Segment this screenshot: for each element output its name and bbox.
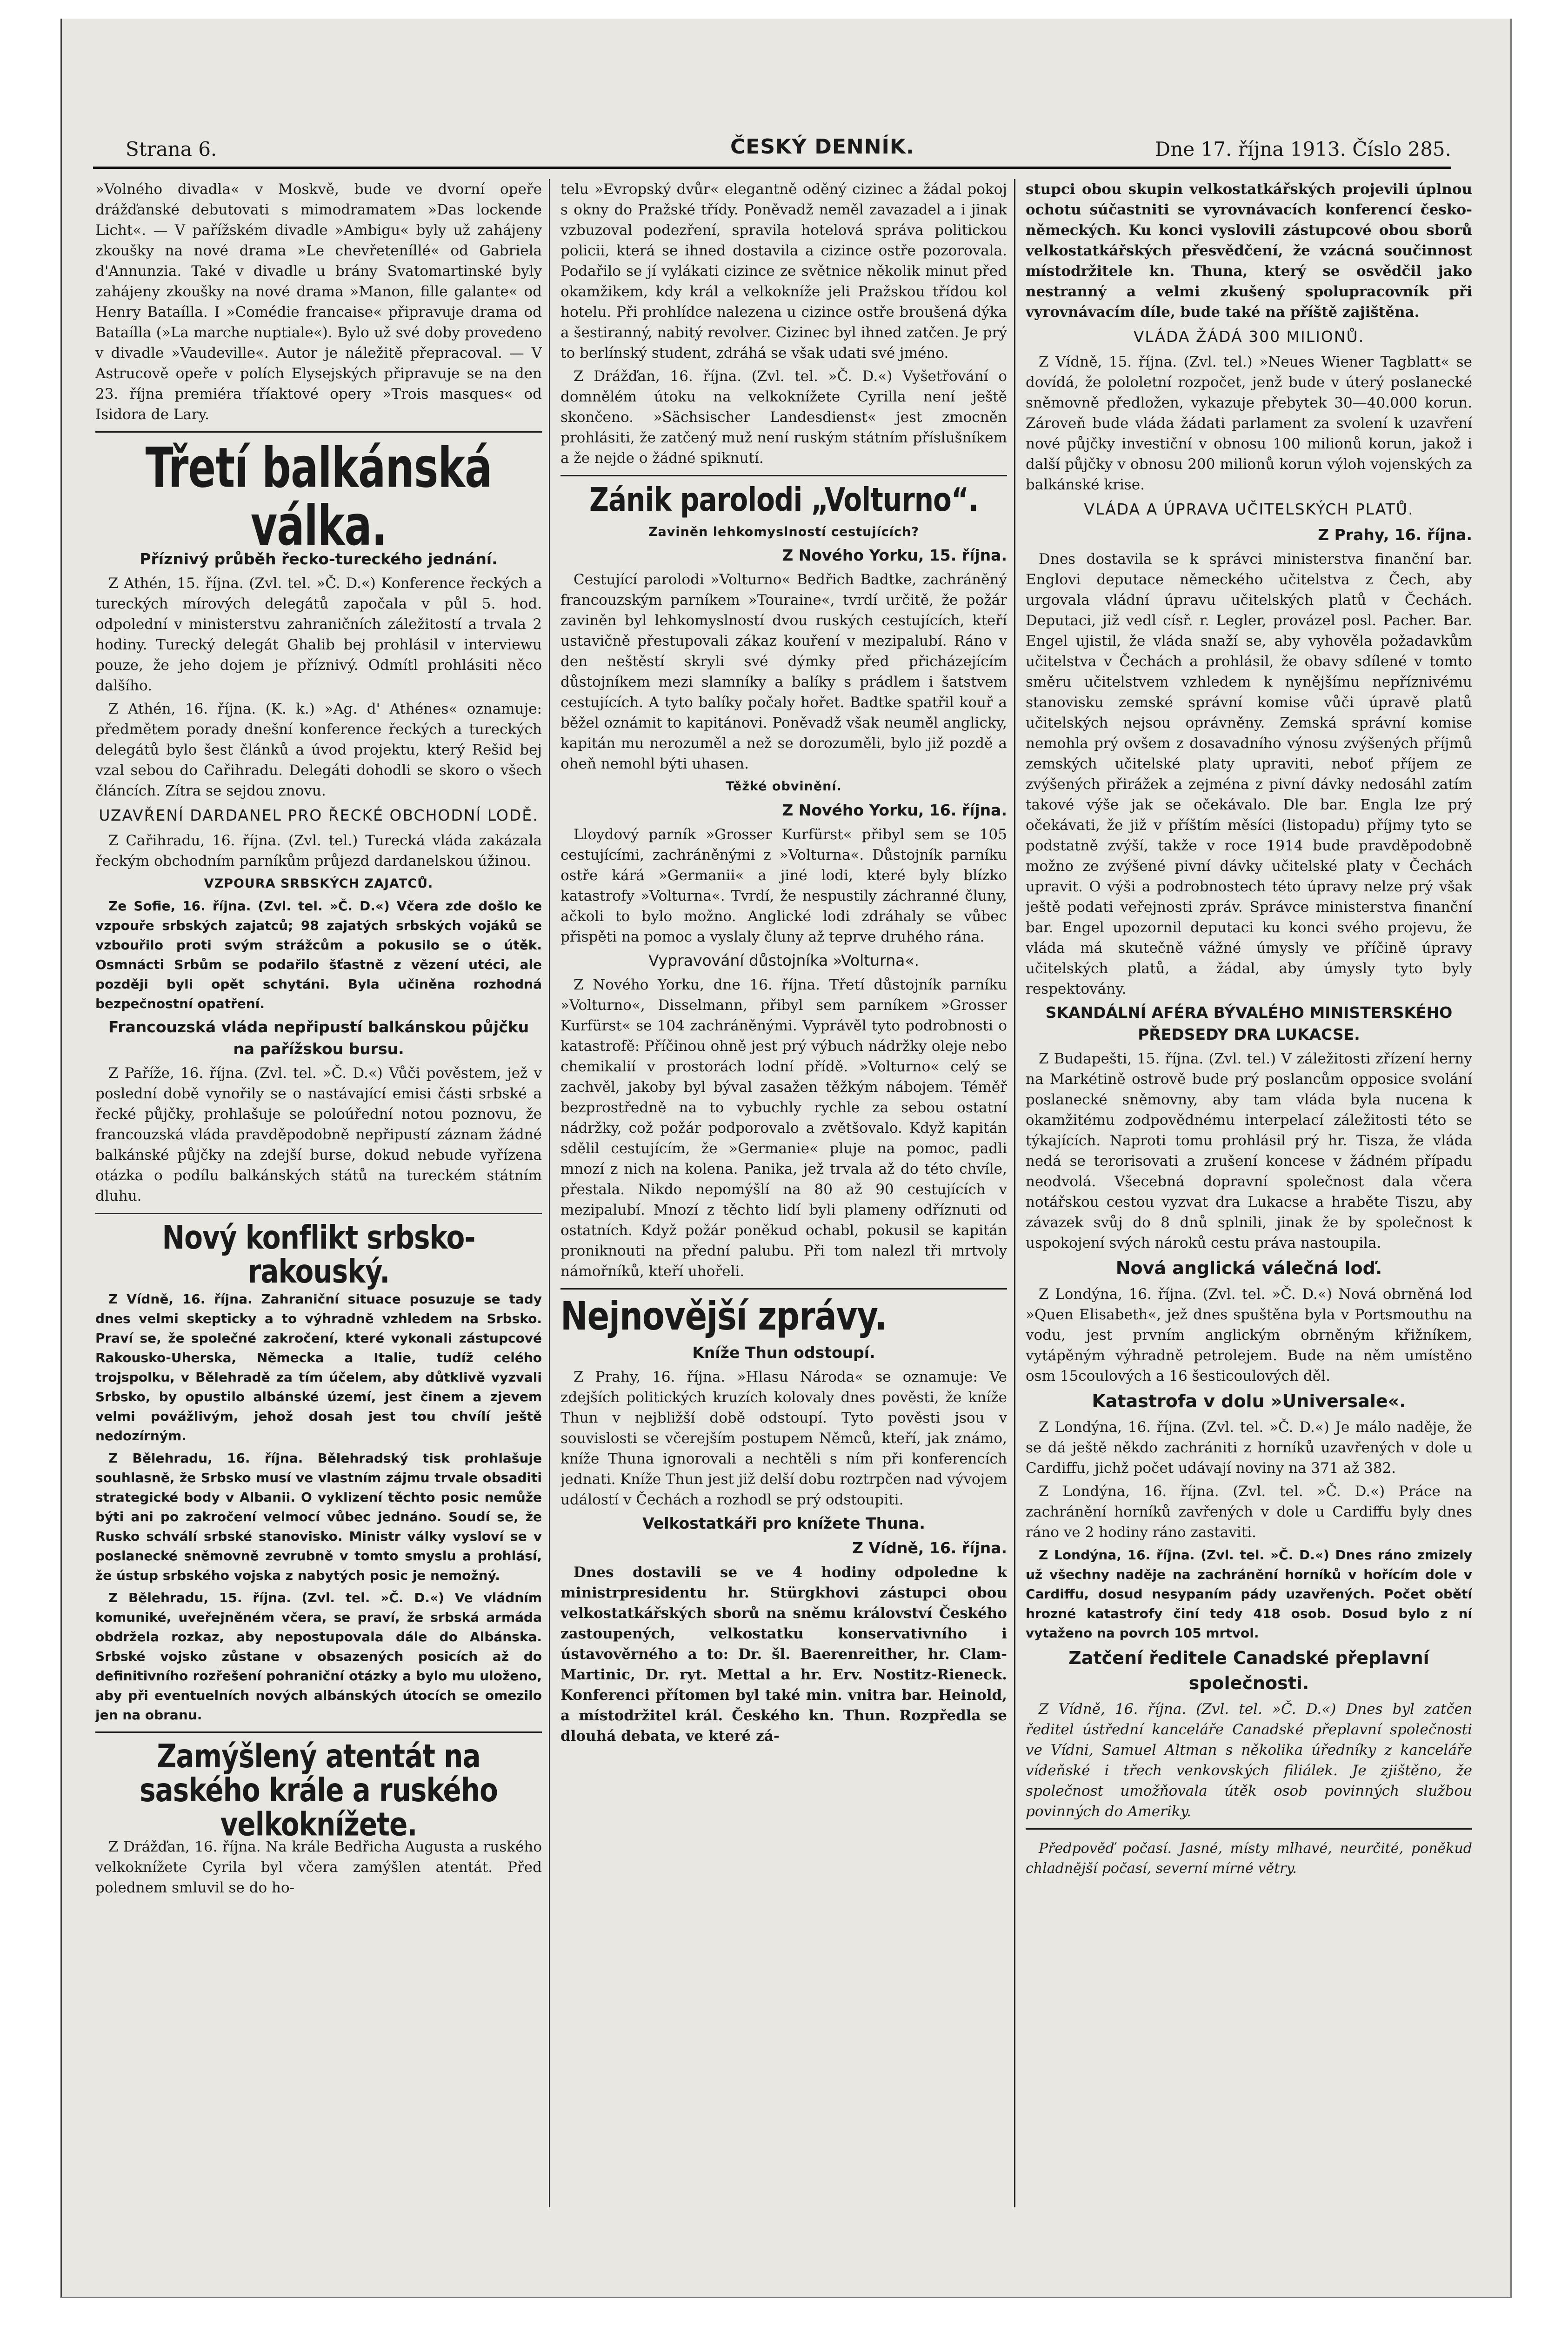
volturno-text: Cestující parolodi »Volturno« Bedřich Badtke, zachráněný francouzským parníkem »Touraine«, tvrdí určitě, že požár zaviněn byl lehkomyslností dvou ruských cestujících, kteří ustavičně přestupovali zákaz kouření v mezipalubí. Ráno v den neštěstí skryli své dýmky před přicházejícím důstojníkem mezi slamníky a balíky s prádlem i šatstvem cestujících. A tyto balíky počaly hořet. Badtke spatřil kouř a běžel oznámit to kapitánovi. Poněvadž však neuměl anglicky, kapitán mu nerozuměl a než se dorozuměli, bylo již pozdě a oheň nemohl býti uhasen.	[560, 571, 1007, 773]
velko-text: Dnes dostavili se ve 4 hodiny odpoledne k ministrpresidentu hr. Stürgkhovi zástupci obou velkostatkářských sborů na sněmu království Českého zastoupených, velkostatku konservativního i ústavověrného a to: Dr. šl. Baerenreither, hr. Clam-Martinic, Dr. ryt. Mettal a hr. Erv. Nostitz-Rieneck. Konferenci přítomen byl také min. vnitra bar. Heinold, a místodržitel král. Českého kn. Thun. Rozpředla se dlouhá debata, ve které zá-	[560, 1564, 1007, 1745]
column-1	[95, 179, 542, 2221]
divider	[95, 1213, 542, 1214]
header-rule	[93, 167, 1451, 169]
volturno-subhead: Zaviněn lehkomyslností cestujících?	[648, 525, 919, 540]
dardanel-text: Z Cařihradu, 16. října. (Zvl. tel.) Turecká vláda zakázala řeckým obchodním parníkům průjezd dardanelskou úžinou.	[95, 832, 542, 869]
volturno-text: Lloydový parník »Grosser Kurfürst« přibyl sem se 105 cestujícími, zachráněnými z »Volturna«. Důstojník parníku ostře kárá »Germanii« a jiné lodi, které byly blízko katastrofy »Volturna«. Tvrdí, že nespustily záchranné čluny, ačkoli to bylo možno. Anglické lodi zdráhaly se vůbec přispěti na pomoc a vyslaly čluny až teprve druhého rána.	[560, 826, 1007, 945]
konflikt-paragraph: Z Vídně, 16. října. Zahraniční situace posuzuje se tady dnes velmi skepticky a to výhradně vzhledem na Srbsko. Praví se, že společné zakročení, které vykonali zástupcové Rakousko-Uherska, Německa a Italie, tudíž celého trojspolku, v Bělehradě za tím účelem, aby důtklivě vyzvali Srbsko, by opustilo albánské území, jest činem a zjevem velmi povážlivým, jehož dosah jest tou chvílí ještě nedozírným.	[95, 1291, 542, 1444]
zatceni-headline: Zatčení ředitele Canadské přeplavní společnosti.	[1068, 1648, 1429, 1694]
divider	[560, 1288, 1007, 1290]
konflikt-headline: Nový konflikt srbsko-rakouský.	[162, 1218, 475, 1290]
lod-text: Z Londýna, 16. října. (Zvl. tel. »Č. D.«) Nová obrněná loď »Quen Elisabeth«, jež dnes spuštěna byla v Portsmouthu na vodu, jest prvním anglickým obrněným křižníkem, vytápěným výhradně petrolejem. Bude na něm umístěno osm 15coulových a 16 šesticoulových děl.	[1026, 1285, 1472, 1385]
katastrofa-paragraph: Z Londýna, 16. října. (Zvl. tel. »Č. D.«) Dnes ráno zmizely už všechny naděje na zachránění horníků v hořícím dole v Cardiffu, dosud nesypaním pády uzavřených. Počet obětí hrozné katastrofy činí tedy 418 osob. Dosud bylo z ní vytaženo na povrch 105 mrtvol.	[1026, 1547, 1472, 1641]
atentat-headline: Zamýšlený atentát na saského krále a ruského velkoknížete.	[140, 1737, 498, 1843]
column-2	[560, 179, 1007, 2221]
katastrofa-paragraph: Z Londýna, 16. října. (Zvl. tel. »Č. D.«) Práce na zachránění horníků zavřených v dole u Cardiffu byly dnes ráno ve 2 hodiny ráno zastaviti.	[1026, 1483, 1472, 1541]
column-rule-2	[1014, 179, 1015, 2207]
velko-headline: Velkostatkáři pro knížete Thuna.	[642, 1514, 925, 1533]
divider	[1026, 1828, 1472, 1830]
page-header	[126, 135, 1451, 167]
divider	[95, 431, 542, 433]
ucitel-headline: VLÁDA A ÚPRAVA UČITELSKÝCH PLATŮ.	[1084, 500, 1414, 519]
atentat-continued: Z Drážďan, 16. října. (Zvl. tel. »Č. D.«) Vyšetřování o domnělém útoku na velkoknížete Cyrilla není ještě skončeno. »Sächsischer Landesdienst« jest zmocněn prohlásiti, že zatčený muž není ruským státním příslušníkem a že nejde o žádné spiknutí.	[560, 368, 1007, 467]
atentat-text: Z Drážďan, 16. října. Na krále Bedřicha Augusta a ruského velkoknížete Cyrila byl včera zamýšlen atentát. Před polednem smluvil se do ho-	[95, 1838, 542, 1896]
latest-news-headline: Nejnovější zprávy.	[560, 1293, 887, 1339]
konflikt-paragraph: Z Bělehradu, 16. října. Bělehradský tisk prohlašuje souhlasně, že Srbsko musí ve vlastním zájmu trvale obsaditi strategické body v Albanii. O vyklizení těchto posic nemůže býti ani po zakročení velmocí vůbec jednáno. Soudí se, že Rusko schválí srbské stanovisko. Ministr války vysloví se v poslanecké sněmovně zevrubně v tomto smyslu a prohlásí, že ústup srbského vojska z nabytých posic je nemožný.	[95, 1450, 542, 1583]
volturno-text: Z Nového Yorku, dne 16. října. Třetí důstojník parníku »Volturno«, Disselmann, přibyl sem parníkem »Grosser Kurfürst« se 104 zachráněnými. Vyprávěl tyto podrobnosti o katastrofě: Příčinou ohně jest prý výbuch nádržky oleje nebo chemikalií v prostorách lodní přídě. »Volturno« celý se zachvěl, jakoby byl býval zasažen těžkým nábojem. Téměř bezprostředně na to vybuchly rychle za sebou ostatní nádržky, což požár podporovalo a zvětšovalo. Když kapitán sdělil cestujícím, že »Germanie« pluje na pomoc, padli mnozí z nich na kolena. Panika, jež trvala až do této chvíle, přestala. Nikdo nepomýšlí na 80 až 90 cestujících v mezipalubí. Mnozí z těchto lidí byli plameny odříznuti od ostatních. Když požár poněkud ochabl, pokusil se kapitán proniknouti na přední palubu. Při tom nalezl tři mrtvoly námořníků, kteří uhořeli.	[560, 976, 1007, 1280]
page-number: Strana 6.	[126, 138, 217, 160]
vzpoura-headline: VZPOURA SRBSKÝCH ZAJATCŮ.	[204, 876, 434, 891]
velko-continued: stupci obou skupin velkostatkářských projevili úplnou ochotu súčastniti se vyrovnávacích konferencí česko-německých. Ku konci vyslovili zástupcové obou sborů velkostatkářských přesvědčení, že vzácná součinnost místodržitele kn. Thuna, který se osvědčil jako nestranný a velmi zkušený spolupracovník při vyrovnávacím díle, bude také na příště zajištěna.	[1026, 181, 1472, 321]
dardanel-headline: UZAVŘENÍ DARDANEL PRO ŘECKÉ OBCHODNÍ LODĚ.	[99, 806, 539, 824]
afera-text: Z Budapešti, 15. října. (Zvl. tel.) V záležitosti zřízení herny na Markétině ostrově bude prý poslancům opposice svolání poslanecké sněmovny, aby tam vláda byla nucena k okamžitému zodpovědnému interpelací záležitosti této se týkajících. Naproti tomu prohlásil prý hr. Tisza, že vláda nedá se terorisovati a zrušení koncese v žádném případu neodvolá. Všecebná dopravní společnost dala včera notářskou cestou vyzvat dra Lukacse a hraběte Tiszu, aby závazek svůj do 8 dnů splnili, jinak že by společnost k uspokojení svých nároků cestu práva nastoupila.	[1026, 1050, 1472, 1251]
vypravovani-headline: Vypravování důstojníka »Volturna«.	[648, 951, 920, 969]
francie-text: Z Paříže, 16. října. (Zvl. tel. »Č. D.«) Vůči pověstem, jež v poslední době vynořily se o nastávající emisi části srbské a řecké půjčky, prohlašuje se poloúřední notou poznovu, že francouzská vláda pravděpodobně nepřipustí záznam žádné balkánské půjčky na zdejší burse, dokud nebude vyřízena otázka o podílu balkánských států na tureckém státním dluhu.	[95, 1064, 542, 1205]
katastrofa-paragraph: Z Londýna, 16. října. (Zvl. tel. »Č. D.«) Je málo naděje, že se dá ještě někdo zachrániti z horníků uzavřených v dole u Cardiffu, jichž počet udávají noviny na 371 až 382.	[1026, 1419, 1472, 1477]
francie-headline: Francouzská vláda nepřipustí balkánskou půjčku na pařížskou bursu.	[108, 1018, 529, 1058]
obvineni-headline: Těžké obvinění.	[726, 779, 842, 794]
katastrofa-headline: Katastrofa v dolu »Universale«.	[1092, 1391, 1406, 1412]
milion-text: Z Vídně, 15. října. (Zvl. tel.) »Neues Wiener Tagblatt« se dovídá, že pololetní rozpočet, jenž bude v úterý poslanecké sněmovně předložen, vykazuje přebytek 30—40.000 korun. Zároveň bude vláda žádati parlament za svolení k uzavření nové půjčky investiční v obnosu 100 milionů korun, jakož i další půjčky v obnosu 200 milionů korun výloh vojenských za balkánské krise.	[1026, 353, 1472, 494]
volturno-headline: Zánik parolodi „Volturno“.	[589, 481, 979, 519]
atentat-continued: telu »Evropský dvůr« elegantně oděný cizinec a žádal pokoj s okny do Pražské třídy. Poněvadž neměl zavazadel a i jinak vzbuzoval podezření, spravila hotelová správa politickou policii, která se ihned dostavila a cizince ostře pozorovala. Podařilo se jí vylákati cizince ze světnice několik minut před okamžikem, kdy král a velkokníže jeli Pražskou třídou kol hotelu. Při prohlídce nalezena u cizince ostře broušená dýka a šestiranný, nabitý revolver. Cizinec byl ihned zatčen. Je prý to berlínský student, zdráhá se však udati své jméno.	[560, 181, 1007, 362]
milion-headline: VLÁDA ŽÁDÁ 300 MILIONŮ.	[1133, 328, 1365, 346]
ucitel-text: Dnes dostavila se k správci ministerstva finanční bar. Englovi deputace německého učitelstva z Čech, aby urgovala vládní úpravu učitelských platů v Čechách. Deputaci, již vedl císř. r. Legler, provázel posl. Pacher. Bar. Engel ujistil, že vláda snaží se, aby vyhověla požadavkům učitelstva v Čechách a prohlásil, že obavy sdílené v tomto směru učitelstvem vzhledem k nynějšímu nepříznivému stanovisku zemské správní komise vůči úpravě platů učitelských nejsou oprávněny. Zemská správní komise nemohla prý ovšem z dosavadního výnosu zvýšených příjmů zemských učitelské platy upraviti, neboť příjem ze zvýšených přirážek a zejména z pivní dávky nedosáhl zatím takové výše jak se očekávalo. Dle bar. Engla lze prý očekávati, že již v příštím měsíci (listopadu) příjmy tyto se podstatně zvýší, takže v roce 1914 bude pravděpodobně možno ze zvýšené pivní dávky učitelské platy v Čechách upravit. O výši a podrobnostech této úpravy nelze prý však ještě podati veřejnosti zpráv. Správce ministerstva finanční bar. Engel upozornil deputaci ku konci svého projevu, že vláda má skutečně vážné úmysly ve příčině úpravy učitelských platů, a žádal, aby úmysly tyto byly respektovány.	[1026, 550, 1472, 998]
war-paragraph: Z Athén, 15. října. (Zvl. tel. »Č. D.«) Konference řeckých a tureckých mírových delegátů započala v půl 5. hod. odpolední v ministerstvu zahraničních záležitostí a trvala 2 hodiny. Turecký delegát Ghalib bej prohlásil v interviewu pouze, že jeho dojem je příznivý. Odmítl prohlásiti něco dalšího.	[95, 575, 542, 694]
volturno-dateline: Z Nového Yorku, 15. října.	[782, 546, 1007, 565]
afera-headline: SKANDÁLNÍ AFÉRA BÝVALÉHO MINISTERSKÉHO PŘEDSEDY DRA LUKACSE.	[1045, 1003, 1453, 1043]
weather-forecast: Předpověď počasí. Jasné, místy mlhavé, neurčité, poněkud chladnější počasí, severní mírné větry.	[1026, 1840, 1472, 1877]
war-subhead: Příznivý průběh řecko-tureckého jednání.	[140, 549, 498, 568]
column-3	[1026, 179, 1472, 2221]
volturno-dateline: Z Nového Yorku, 16. října.	[782, 801, 1007, 819]
column-rule-1	[549, 179, 550, 2207]
theatre-text: »Volného divadla« v Moskvě, bude ve dvorní opeře drážďanské debutovati s mimodramatem »Das lockende Licht«. — V pařížském divadle »Ambigu« byly už zahájeny zkoušky na nové drama »Le chevřeteníllé« od Gabriela d'Annunzia. Také v divadle u brány Svatomartinské byly zahájeny zkoušky na nové drama »Manon, fille galante« od Henry Bataílla. I »Comédie francaise« připravuje drama od Bataílla (»La marche nuptiale«). Bylo už své doby provedeno v divadle »Vaudeville«. Autor je náležitě přepracoval. — V Astrucově opeře v polích Elysejských připravuje se na den 23. října premiéra tříaktové opery »Trois masques« od Isidora de Lary.	[95, 181, 542, 423]
issue-date: Dne 17. října 1913. Číslo 285.	[1154, 138, 1451, 160]
war-headline: Třetí balkánská válka.	[145, 435, 492, 558]
thun-headline: Kníže Thun odstoupí.	[692, 1343, 875, 1362]
ucitel-dateline: Z Prahy, 16. října.	[1318, 525, 1472, 544]
divider	[95, 1731, 542, 1733]
konflikt-paragraph: Z Bělehradu, 15. října. (Zvl. tel. »Č. D.«) Ve vládním komuniké, uveřejněném včera, se praví, že srbská armáda obdržela rozkaz, aby nepostupovala dále do Albánska. Srbské vojsko zůstane v obsazených posicích až do definitivního rozřešení pohraniční otázky a bylo mu uloženo, aby při eventuelních nových albánských útocích se omezilo jen na obranu.	[95, 1590, 542, 1723]
divider	[560, 475, 1007, 476]
vzpoura-text: Ze Sofie, 16. října. (Zvl. tel. »Č. D.«) Včera zde došlo ke vzpouře srbských zajatců; 98 zajatých srbských vojáků se vzbouřilo proti svým strážcům a pokusilo se o útěk. Osmnácti Srbům se podařilo šťastně z vězení utéci, ale později byli opět schytáni. Byla učiněna rozhodná bezpečnostní opatření.	[95, 898, 542, 1012]
war-paragraph: Z Athén, 16. října. (K. k.) »Ag. d' Athénes« oznamuje: předmětem porady dnešní konference řeckých a tureckých delegátů bylo šest článků a úvod projektu, který Rešid bej vzal sebou do Cařihradu. Delegáti dohodli se skoro o všech článcích. Zítra se sejdou znovu.	[95, 700, 542, 799]
lod-headline: Nová anglická válečná loď.	[1115, 1258, 1382, 1279]
velko-dateline: Z Vídně, 16. října.	[852, 1539, 1007, 1557]
zatceni-text: Z Vídně, 16. října. (Zvl. tel. »Č. D.«) Dnes byl zatčen ředitel ústřední kanceláře Canadské přeplavní společnosti ve Vídni, Samuel Altman s několika úředníky z kanceláře vídeňské i třech venkovských filiálek. Je zjištěno, že společnost umožňovala útěk osob povinných službou povinných do Ameriky.	[1026, 1701, 1472, 1820]
masthead: ČESKÝ DENNÍK.	[730, 135, 914, 159]
thun-text: Z Prahy, 16. října. »Hlasu Národa« se oznamuje: Ve zdejších politických kruzích kolovaly dnes pověsti, že kníže Thun v nejbližší době odstoupí. Tyto pověsti jsou v souvislosti se včerejším postupem Němců, kteří, jak známo, kníže Thuna ignorovali a nechtěli s ním při konferencích jednati. Kníže Thun jest již delší dobu roztrpčen nad vývojem událostí v Čechách a rozhodl se prý odstoupiti.	[560, 1369, 1007, 1509]
